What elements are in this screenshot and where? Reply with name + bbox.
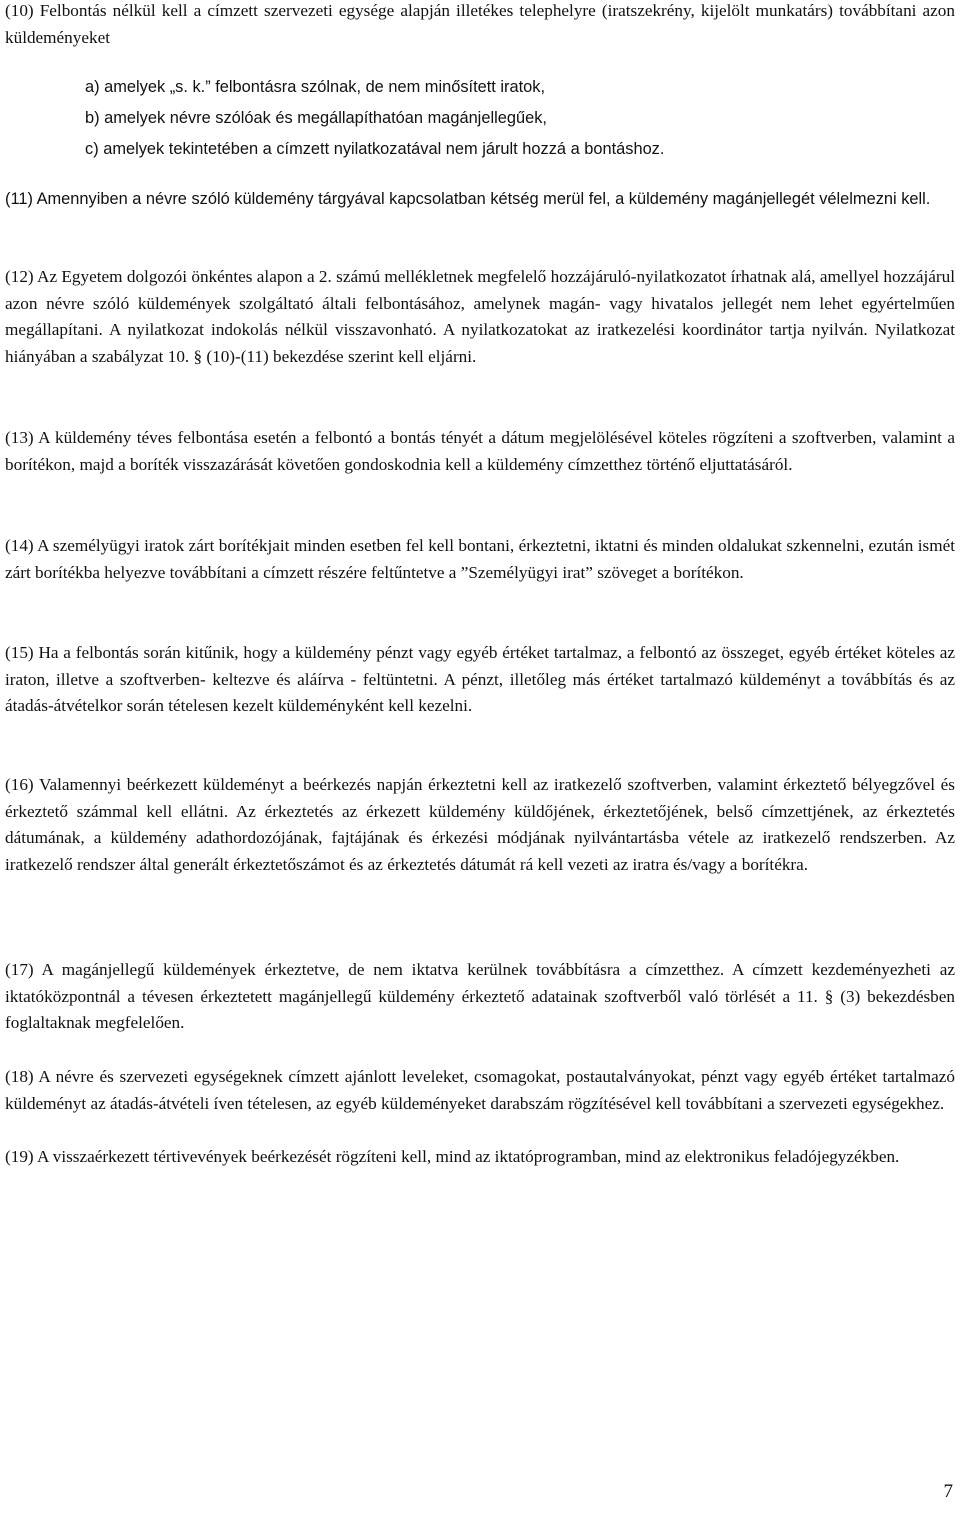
paragraph-13: (13) A küldemény téves felbontása esetén a felbontó a bontás tényét a dátum megjelölésével köteles rögzíteni a szoftverben, valamint a borítékon, majd a boríték visszazárását követően gondoskodnia kell a küldemény címzetthez történő eljuttatásáról. (5, 428, 955, 474)
paragraph-10: (10) Felbontás nélkül kell a címzett szervezeti egysége alapján illetékes telephelyre (iratszekrény, kijelölt munkatárs) továbbítani azon küldeményeket (5, 1, 955, 47)
paragraph-16: (16) Valamennyi beérkezett küldeményt a beérkezés napján érkeztetni kell az iratkezelő szoftverben, valamint érkeztető bélyegzővel és érkeztető számmal kell ellátni. Az érkeztetés az érkezett küldemény küldőjének, érkeztetőjének, belső címzettjének, az érkeztetés dátumának, a küldemény adathordozójának, fajtájának és érkezési módjának nyilvántartásba vétele az iratkezelő rendszerben. Az iratkezelő rendszer által generált érkeztetőszámot és az érkeztetés dátumát rá kell vezeti az iratra és/vagy a borítékra. (5, 775, 955, 874)
paragraph-19: (19) A visszaérkezett tértivevények beérkezését rögzíteni kell, mind az iktatóprogramban, mind az elektronikus feladójegyzékben. (5, 1147, 900, 1166)
list-item-b: b) amelyek névre szólóak és megállapíthatóan magánjellegűek, (85, 109, 547, 127)
paragraph-17: (17) A magánjellegű küldemények érkeztetve, de nem iktatva kerülnek továbbításra a címzetthez. A címzett kezdeményezheti az iktatóközpontnál a tévesen érkeztetett magánjellegű küldemény érkeztető adatainak szoftverből való törlését a 11. § (3) bekezdésben foglaltaknak megfelelően. (5, 960, 955, 1033)
page-number: 7 (943, 1481, 953, 1502)
paragraph-11: (11) Amennyiben a névre szóló küldemény tárgyával kapcsolatban kétség merül fel, a küldemény magánjellegét vélelmezni kell. (5, 190, 931, 208)
paragraph-15: (15) Ha a felbontás során kitűnik, hogy a küldemény pénzt vagy egyéb értéket tartalmaz, a felbontó az összeget, egyéb értéket köteles az iraton, illetve a szoftverben- keltezve és aláírva - feltüntetni. A pénzt, illetőleg más értéket tartalmazó küldeményt a továbbítás és az átadás-átvételkor során tételesen kezelt küldeményként kell kezelni. (5, 643, 955, 716)
list-item-c: c) amelyek tekintetében a címzett nyilatkozatával nem járult hozzá a bontáshoz. (85, 140, 665, 158)
paragraph-14: (14) A személyügyi iratok zárt borítékjait minden esetben fel kell bontani, érkeztetni, iktatni és minden oldalukat szkennelni, ezután ismét zárt borítékba helyezve továbbítani a címzett részére feltűntetve a ”Személyügyi irat” szöveget a borítékon. (5, 536, 955, 582)
document-page (5, 0, 955, 1513)
paragraph-12: (12) Az Egyetem dolgozói önkéntes alapon a 2. számú mellékletnek megfelelő hozzájáruló-nyilatkozatot írhatnak alá, amellyel hozzájárul azon névre szóló küldemények szolgáltató általi felbontásához, amelynek magán- vagy hivatalos jellegét nem lehet egyértelműen megállapítani. A nyilatkozat indokolás nélkül visszavonható. A nyilatkozatokat az iratkezelési koordinátor tartja nyilván. Nyilatkozat hiányában a szabályzat 10. § (10)-(11) bekezdése szerint kell eljárni. (5, 267, 955, 366)
paragraph-18: (18) A névre és szervezeti egységeknek címzett ajánlott leveleket, csomagokat, postautalványokat, pénzt vagy egyéb értéket tartalmazó küldeményt az átadás-átvételi íven tételesen, az egyéb küldeményeket darabszám rögzítésével kell továbbítani a szervezeti egységekhez. (5, 1067, 955, 1113)
list-item-a: a) amelyek „s. k.” felbontásra szólnak, de nem minősített iratok, (85, 78, 546, 96)
